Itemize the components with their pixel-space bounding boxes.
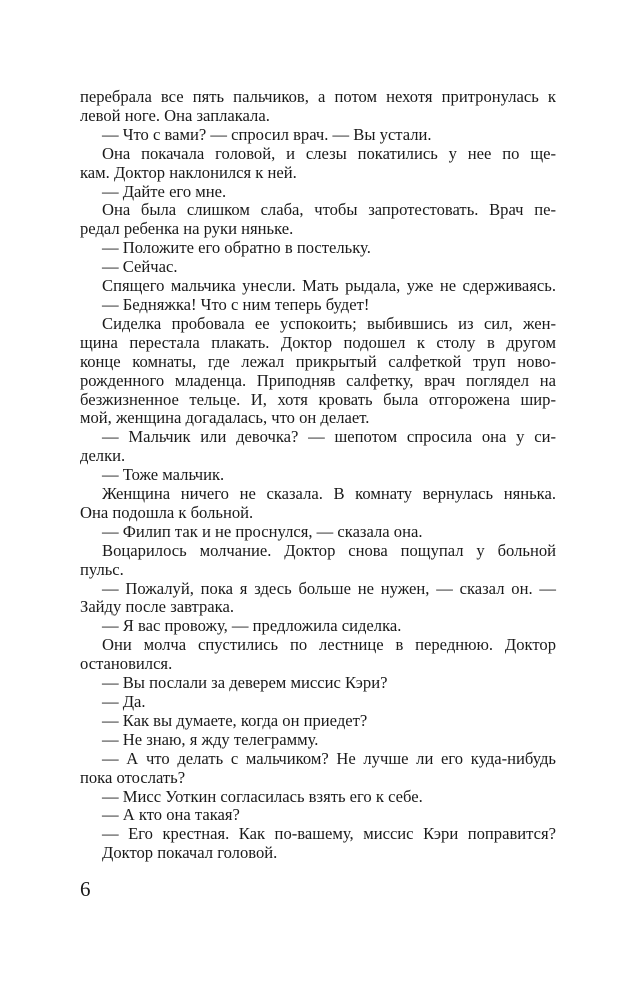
text-line: конце комнаты, где лежал прикрытый салфеткой труп ново- <box>80 351 556 371</box>
text-line: кам. Доктор наклонился к ней. <box>80 162 297 182</box>
text-line: — Сейчас. <box>102 257 178 277</box>
text-line: — Мальчик или девочка? — шепотом спросила она у си- <box>102 427 556 447</box>
text-line: — Я вас провожу, — предложила сиделка. <box>102 616 402 636</box>
text-line: левой ноге. Она заплакала. <box>80 105 270 125</box>
text-line: щина перестала плакать. Доктор подошел к столу в другом <box>80 332 556 352</box>
text-line: — Филип так и не проснулся, — сказала она. <box>102 521 423 541</box>
text-line: — Не знаю, я жду телеграмму. <box>102 729 319 749</box>
text-line: пульс. <box>80 559 124 579</box>
text-line: — Пожалуй, пока я здесь больше не нужен, — сказал он. — <box>102 578 556 598</box>
text-line: Доктор покачал головой. <box>102 843 278 863</box>
text-line: Зайду после завтрака. <box>80 597 234 617</box>
text-line: Женщина ничего не сказала. В комнату вернулась нянька. <box>102 484 556 504</box>
text-line: — Вы послали за деверем миссис Кэри? <box>102 673 388 693</box>
text-line: — Тоже мальчик. <box>102 465 225 485</box>
text-line: безжизненное тельце. И, хотя кровать была отгорожена шир- <box>80 389 556 409</box>
text-line: — А кто она такая? <box>102 805 240 825</box>
text-line: Она была слишком слаба, чтобы запротестовать. Врач пе- <box>102 200 556 220</box>
page-number: 6 <box>80 877 91 901</box>
text-line: остановился. <box>80 654 173 674</box>
text-line: пока отослать? <box>80 767 186 787</box>
text-line: редал ребенка на руки няньке. <box>80 219 294 239</box>
text-line: рожденного младенца. Приподняв салфетку, врач поглядел на <box>80 370 556 390</box>
text-line: — Его крестная. Как по-вашему, миссис Кэри поправится? <box>102 824 556 844</box>
text-line: — Как вы думаете, когда он приедет? <box>102 710 368 730</box>
text-line: Она подошла к больной. <box>80 502 254 522</box>
text-line: — Что с вами? — спросил врач. — Вы устали. <box>102 124 432 144</box>
text-line: — Мисс Уоткин согласилась взять его к себе. <box>102 786 423 806</box>
text-line: — Бедняжка! Что с ним теперь будет! <box>102 294 370 314</box>
text-line: — А что делать с мальчиком? Не лучше ли его куда-нибудь <box>102 748 556 768</box>
text-line: Она покачала головой, и слезы покатились у нее по ще- <box>102 143 556 163</box>
text-line: Воцарилось молчание. Доктор снова пощупал у больной <box>102 540 556 560</box>
text-line: Спящего мальчика унесли. Мать рыдала, уже не сдерживаясь. <box>102 276 556 296</box>
body-text <box>80 88 556 863</box>
text-line: — Дайте его мне. <box>102 181 227 201</box>
text-line: мой, женщина догадалась, что он делает. <box>80 408 370 428</box>
text-line: Они молча спустились по лестнице в переднюю. Доктор <box>102 635 556 655</box>
text-line: делки. <box>80 446 126 466</box>
text-line: перебрала все пять пальчиков, а потом нехотя притронулась к <box>80 87 556 106</box>
text-line: Сиделка пробовала ее успокоить; выбившись из сил, жен- <box>102 313 556 333</box>
text-line: — Да. <box>102 692 146 711</box>
text-line: — Положите его обратно в постельку. <box>102 238 371 258</box>
